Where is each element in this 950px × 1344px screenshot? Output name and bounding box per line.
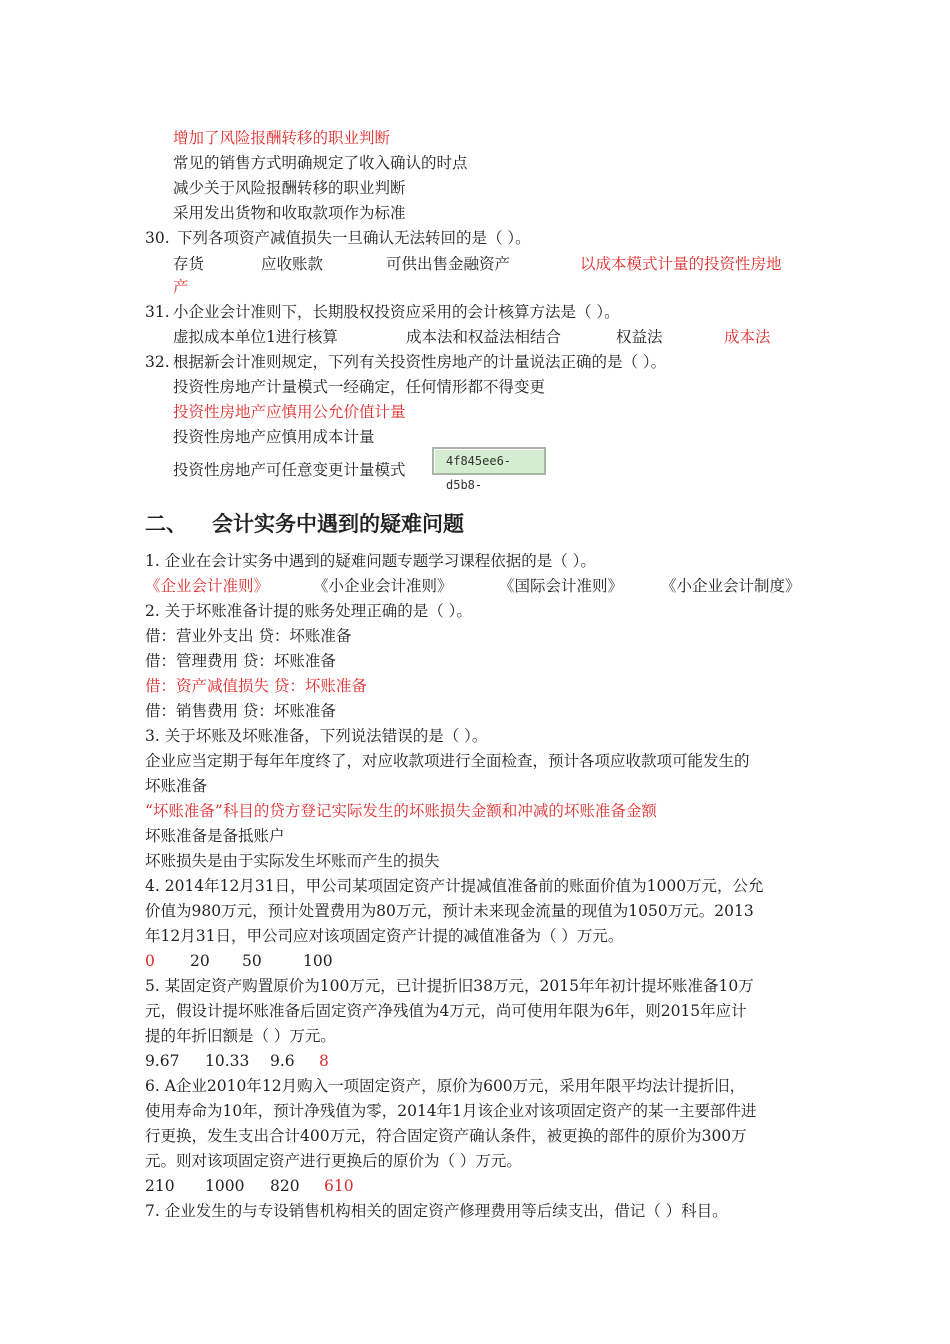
- q31-number: 31.: [145, 303, 170, 321]
- s2-q3-option-c: 坏账准备是备抵账户: [145, 827, 285, 845]
- section-number: 二、: [145, 512, 187, 536]
- s2-q6-option-c: 820: [270, 1177, 300, 1195]
- s2-q6-line2: 使用寿命为10年，预计净残值为零，2014年1月该企业对该项固定资产的某一主要部件进: [145, 1102, 757, 1120]
- s2-q2-option-b: 借：管理费用 贷：坏账准备: [145, 652, 336, 670]
- s2-q5-option-b: 10.33: [205, 1052, 250, 1070]
- s2-q2-option-d: 借：销售费用 贷：坏账准备: [145, 702, 336, 720]
- s2-q1-option-c: 《国际会计准则》: [499, 577, 624, 595]
- s2-q4-option-c: 50: [242, 952, 262, 970]
- q31-option-a: 虚拟成本单位1进行核算: [173, 328, 338, 346]
- q29-option-a: 增加了风险报酬转移的职业判断: [173, 129, 391, 147]
- q32-option-d: 投资性房地产可任意变更计量模式: [173, 461, 406, 479]
- s2-q5-option-a: 9.67: [145, 1052, 180, 1070]
- q31-option-d: 成本法: [724, 328, 771, 346]
- s2-q2-option-a: 借：营业外支出 贷：坏账准备: [145, 627, 352, 645]
- q31-question: 小企业会计准则下，长期股权投资应采用的会计核算方法是（ ）。: [173, 303, 620, 321]
- s2-q6-option-d: 610: [324, 1177, 354, 1195]
- s2-q3-option-a-line1: 企业应当定期于每年年度终了，对应收款项进行全面检查，预计各项应收款项可能发生的: [145, 752, 750, 770]
- q31-option-b: 成本法和权益法相结合: [406, 328, 562, 346]
- q32-option-c: 投资性房地产应慎用成本计量: [173, 428, 375, 446]
- q30-number: 30.: [145, 229, 170, 247]
- q30-option-d-wrap: 产: [173, 278, 189, 296]
- q29-option-c: 减少关于风险报酬转移的职业判断: [173, 179, 406, 197]
- s2-q6-line1: 6. A企业2010年12月购入一项固定资产，原价为600万元，采用年限平均法计提折旧，: [145, 1077, 746, 1095]
- s2-q3-option-b: “坏账准备”科目的贷方登记实际发生的坏账损失金额和冲减的坏账准备金额: [145, 802, 657, 820]
- s2-q2-option-c: 借：资产减值损失 贷：坏账准备: [145, 677, 367, 695]
- q32-question: 根据新会计准则规定，下列有关投资性房地产的计量说法正确的是（ ）。: [173, 353, 667, 371]
- q32-option-b: 投资性房地产应慎用公允价值计量: [173, 403, 406, 421]
- s2-q4-option-b: 20: [190, 952, 210, 970]
- s2-q5-option-c: 9.6: [270, 1052, 295, 1070]
- q32-option-a: 投资性房地产计量模式一经确定，任何情形都不得变更: [173, 378, 546, 396]
- s2-q5-line2: 元，假设计提坏账准备后固定资产净残值为4万元，尚可使用年限为6年，则2015年应计: [145, 1002, 747, 1020]
- id-badge: 4f845ee6-d5b8-: [432, 447, 546, 475]
- s2-q6-line3: 行更换，发生支出合计400万元，符合固定资产确认条件，被更换的部件的原价为300万: [145, 1127, 747, 1145]
- s2-q4-line1: 4. 2014年12月31日，甲公司某项固定资产计提减值准备前的账面价值为1000万元，公允: [145, 877, 764, 895]
- q29-option-d: 采用发出货物和收取款项作为标准: [173, 204, 406, 222]
- s2-q1-option-d: 《小企业会计制度》: [661, 577, 801, 595]
- section-heading: 会计实务中遇到的疑难问题: [212, 512, 464, 536]
- q30-option-c: 可供出售金融资产: [386, 255, 511, 273]
- s2-q4-option-d: 100: [303, 952, 333, 970]
- q30-option-d: 以成本模式计量的投资性房地: [580, 255, 782, 273]
- s2-q1-question: 1. 企业在会计实务中遇到的疑难问题专题学习课程依据的是（ ）。: [145, 552, 596, 570]
- q32-number: 32.: [145, 353, 170, 371]
- s2-q6-option-b: 1000: [205, 1177, 245, 1195]
- s2-q2-question: 2. 关于坏账准备计提的账务处理正确的是（ ）。: [145, 602, 472, 620]
- q30-question: 下列各项资产减值损失一旦确认无法转回的是（ ）。: [177, 229, 531, 247]
- s2-q3-question: 3. 关于坏账及坏账准备，下列说法错误的是（ ）。: [145, 727, 488, 745]
- s2-q5-option-d: 8: [319, 1052, 329, 1070]
- q30-option-a: 存货: [173, 255, 205, 273]
- q29-option-b: 常见的销售方式明确规定了收入确认的时点: [173, 154, 468, 172]
- q30-option-b: 应收账款: [261, 255, 324, 273]
- s2-q4-line3: 年12月31日，甲公司应对该项固定资产计提的减值准备为（ ）万元。: [145, 927, 624, 945]
- q31-option-c: 权益法: [616, 328, 663, 346]
- s2-q1-option-a: 《企业会计准则》: [145, 577, 270, 595]
- s2-q4-line2: 价值为980万元，预计处置费用为80万元，预计未来现金流量的现值为1050万元。2013: [145, 902, 754, 920]
- s2-q6-line4: 元。则对该项固定资产进行更换后的原价为（ ）万元。: [145, 1152, 522, 1170]
- s2-q1-option-b: 《小企业会计准则》: [313, 577, 453, 595]
- s2-q5-line1: 5. 某固定资产购置原价为100万元，已计提折旧38万元，2015年年初计提坏账准备10万: [145, 977, 754, 995]
- s2-q4-option-a: 0: [145, 952, 155, 970]
- s2-q6-option-a: 210: [145, 1177, 175, 1195]
- s2-q7-question: 7. 企业发生的与专设销售机构相关的固定资产修理费用等后续支出，借记（ ）科目。: [145, 1202, 728, 1220]
- s2-q5-line3: 提的年折旧额是（ ）万元。: [145, 1027, 336, 1045]
- s2-q3-option-d: 坏账损失是由于实际发生坏账而产生的损失: [145, 852, 440, 870]
- s2-q3-option-a-line2: 坏账准备: [145, 777, 208, 795]
